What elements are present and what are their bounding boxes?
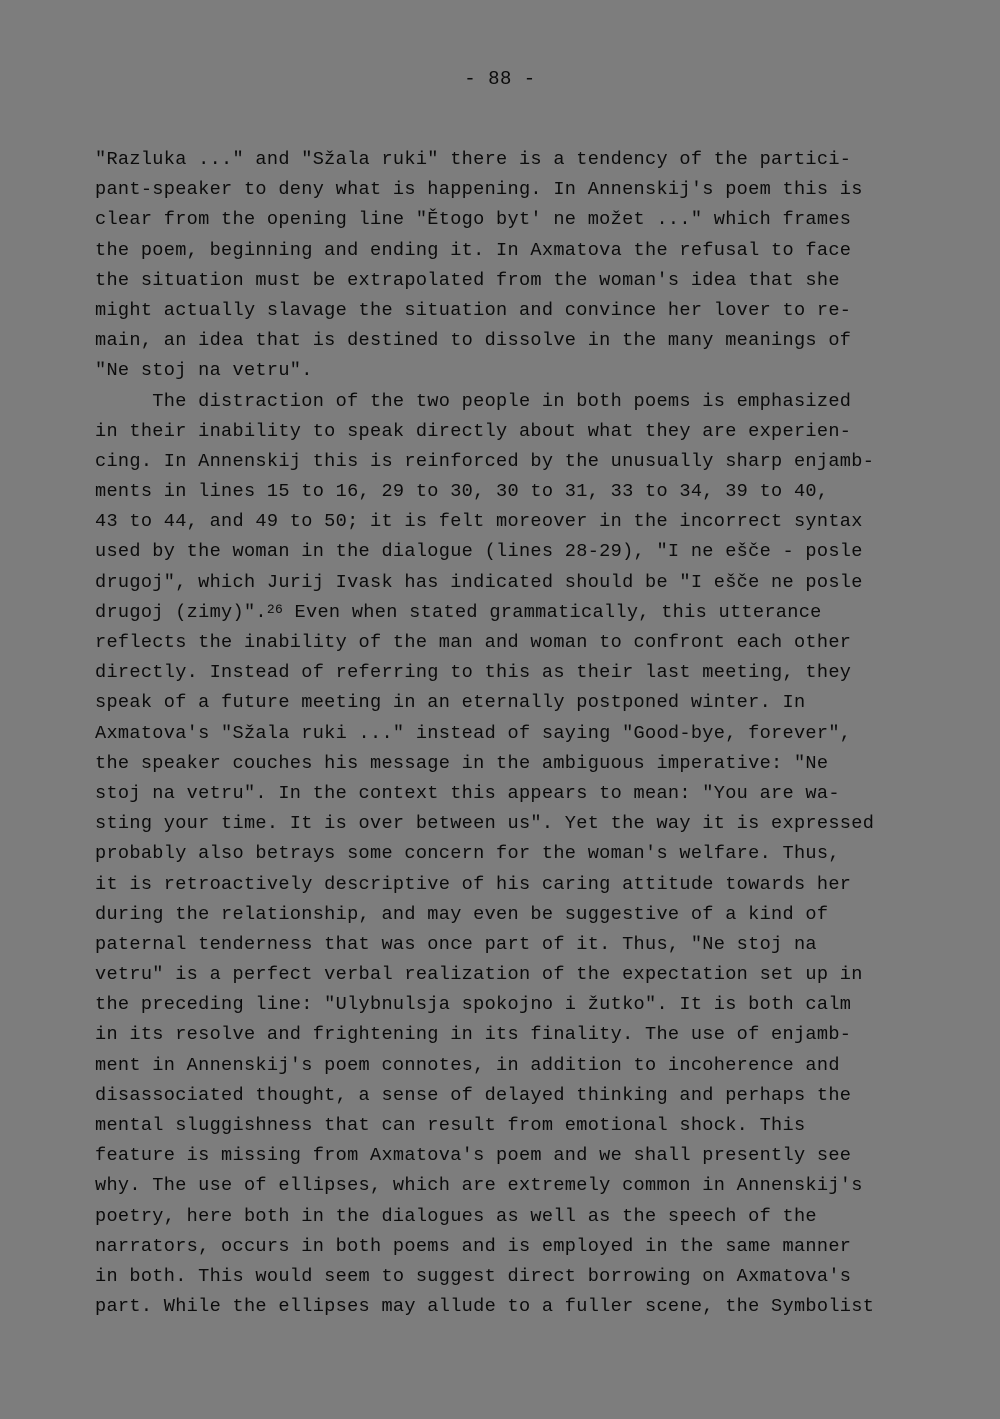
text-line: paternal tenderness that was once part of it. Thus, "Ne stoj na	[95, 933, 817, 955]
text-line: part. While the ellipses may allude to a fuller scene, the Symbolist	[95, 1296, 875, 1318]
text-line: the speaker couches his message in the ambiguous imperative: "Ne	[95, 752, 829, 774]
text-line: Axmatova's "Sžala ruki ..." instead of saying "Good-bye, forever",	[95, 722, 852, 744]
text-line: clear from the opening line "Ětogo byt' ne možet ..." which frames	[95, 209, 852, 231]
text-line: directly. Instead of referring to this as their last meeting, they	[95, 662, 852, 684]
text-line: disassociated thought, a sense of delayed thinking and perhaps the	[95, 1084, 852, 1106]
text-line: feature is missing from Axmatova's poem and we shall presently see	[95, 1145, 852, 1167]
text-line: reflects the inability of the man and woman to confront each other	[95, 632, 852, 653]
text-line: The distraction of the two people in both poems is emphasized	[95, 390, 852, 412]
text-line: during the relationship, and may even be suggestive of a kind of	[95, 903, 829, 925]
text-line: cing. In Annenskij this is reinforced by the unusually sharp enjamb-	[95, 450, 875, 472]
body-text	[95, 145, 925, 1322]
footnote-reference: 26	[266, 601, 284, 617]
text-line: 43 to 44, and 49 to 50; it is felt moreover in the incorrect syntax	[95, 511, 863, 533]
text-line: probably also betrays some concern for the woman's welfare. Thus,	[95, 843, 840, 865]
text-line: main, an idea that is destined to dissolve in the many meanings of	[95, 330, 852, 352]
text-line: ment in Annenskij's poem connotes, in addition to incoherence and	[95, 1054, 840, 1076]
text-line: used by the woman in the dialogue (lines 28-29), "I ne ešče - posle	[95, 541, 863, 563]
text-line: pant-speaker to deny what is happening. In Annenskij's poem this is	[95, 179, 863, 201]
text-line: why. The use of ellipses, which are extremely common in Annenskij's	[95, 1175, 863, 1197]
text-line: mental sluggishness that can result from emotional shock. This	[95, 1115, 806, 1136]
text-line: drugoj (zimy)".$^{26}$ Even when stated grammatically, this utterance	[95, 601, 822, 623]
text-line: might actually slavage the situation and convince her lover to re-	[95, 299, 852, 321]
text-line: ments in lines 15 to 16, 29 to 30, 30 to 31, 33 to 34, 39 to 40,	[95, 481, 829, 503]
text-line: it is retroactively descriptive of his caring attitude towards her	[95, 873, 852, 895]
text-line: speak of a future meeting in an eternally postponed winter. In	[95, 692, 806, 714]
text-line: the situation must be extrapolated from the woman's idea that she	[95, 269, 840, 291]
text-line: stoj na vetru". In the context this appears to mean: "You are wa-	[95, 782, 840, 804]
text-line: drugoj", which Jurij Ivask has indicated should be "I ešče ne posle	[95, 571, 863, 593]
text-line: the preceding line: "Ulybnulsja spokojno i žutko". It is both calm	[95, 994, 852, 1016]
text-line: vetru" is a perfect verbal realization of the expectation set up in	[95, 964, 863, 986]
text-line: narrators, occurs in both poems and is employed in the same manner	[95, 1235, 852, 1257]
text-line: poetry, here both in the dialogues as well as the speech of the	[95, 1205, 817, 1227]
text-line: in their inability to speak directly about what they are experien-	[95, 420, 852, 442]
page-number: - 88 -	[464, 68, 536, 90]
text-line: in its resolve and frightening in its finality. The use of enjamb-	[95, 1024, 852, 1046]
text-line: sting your time. It is over between us". Yet the way it is expressed	[95, 813, 875, 835]
text-line: in both. This would seem to suggest direct borrowing on Axmatova's	[95, 1265, 852, 1287]
text-line: the poem, beginning and ending it. In Axmatova the refusal to face	[95, 239, 852, 261]
text-line: "Razluka ..." and "Sžala ruki" there is a tendency of the partici-	[95, 149, 852, 170]
text-line: "Ne stoj na vetru".	[95, 360, 313, 382]
